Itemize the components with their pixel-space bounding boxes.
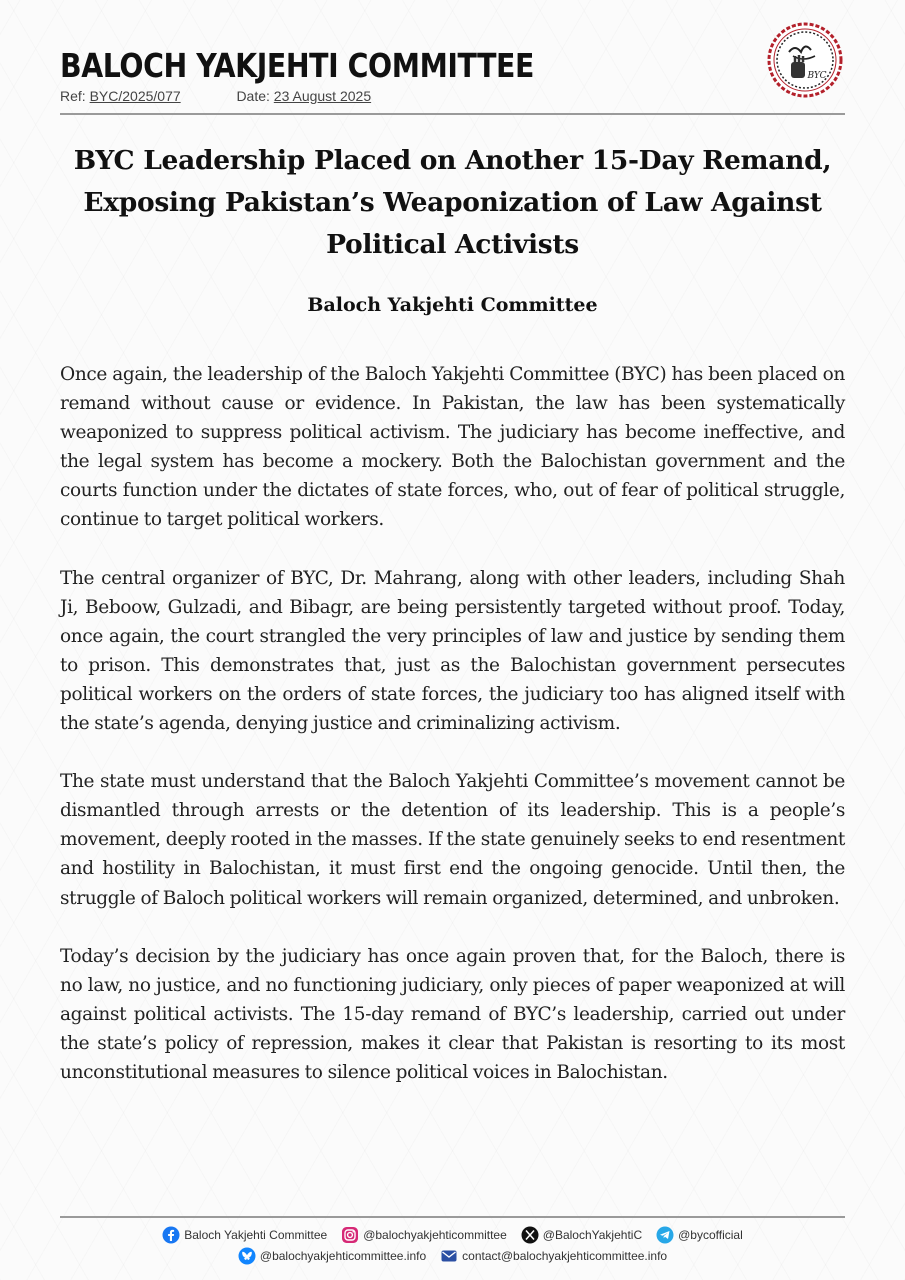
bluesky-icon bbox=[238, 1247, 256, 1265]
footer-social-row-1 bbox=[0, 1226, 905, 1244]
statement-body bbox=[60, 360, 845, 1116]
ref-value: BYC/2025/077 bbox=[89, 88, 181, 104]
title-line-3: Political Activists bbox=[326, 229, 579, 260]
date-value: 23 August 2025 bbox=[273, 88, 372, 104]
email-icon bbox=[440, 1247, 458, 1265]
x-icon bbox=[521, 1226, 539, 1244]
facebook-icon bbox=[162, 1226, 180, 1244]
byc-logo bbox=[767, 22, 843, 98]
header-divider bbox=[60, 113, 845, 115]
title-line-2: Exposing Pakistan’s Weaponization of Law Against bbox=[83, 187, 822, 218]
instagram-icon bbox=[341, 1226, 359, 1244]
facebook-handle: Baloch Yakjehti Committee bbox=[184, 1228, 328, 1242]
email-address: contact@balochyakjehticommittee.info bbox=[462, 1249, 668, 1263]
reference-line bbox=[60, 88, 371, 104]
footer-social-row-2 bbox=[0, 1247, 905, 1265]
footer-instagram[interactable] bbox=[341, 1226, 507, 1244]
letterhead bbox=[60, 44, 845, 116]
byline: Baloch Yakjehti Committee bbox=[307, 294, 598, 316]
paragraph-1: Once again, the leadership of the Baloch Yakjehti Committee (BYC) has been placed on remand without cause or evidence. In Pakistan, the law has been systematically weaponized to suppress political activism. The judiciary has become ineffective, and the legal system has become a mockery. Both the Balochistan government and the courts function under the dictates of state forces, who, out of fear of political struggle, continue to target political workers. bbox=[60, 364, 845, 531]
telegram-handle: @bycofficial bbox=[678, 1228, 743, 1242]
paragraph-2: The central organizer of BYC, Dr. Mahrang, along with other leaders, including Shah Ji, Beboow, Gulzadi, and Bibagr, are being persistently targeted without proof. Today, once again, the court strangled the very principles of law and justice by sending them to prison. This demonstrates that, just as the Balochistan government persecutes political workers on the orders of state forces, the judiciary too has aligned itself with the state’s agenda, denying justice and criminalizing activism. bbox=[60, 567, 845, 735]
footer-facebook[interactable] bbox=[162, 1226, 327, 1244]
footer-x[interactable] bbox=[521, 1226, 642, 1244]
organization-name: BALOCH YAKJEHTI COMMITTEE bbox=[60, 46, 534, 85]
title-line-1: BYC Leadership Placed on Another 15-Day Remand, bbox=[73, 145, 832, 176]
document-title bbox=[40, 140, 865, 266]
footer-telegram[interactable] bbox=[656, 1226, 743, 1244]
date-label: Date: bbox=[236, 88, 270, 104]
bluesky-handle: @balochyakjehticommittee.info bbox=[259, 1249, 427, 1263]
paragraph-4: Today’s decision by the judiciary has once again proven that, for the Baloch, there is no law, no justice, and no functioning judiciary, only pieces of paper weaponized at will against political activists. The 15-day remand of BYC’s leadership, carried out under the state’s policy of repression, makes it clear that Pakistan is resorting to its most unconstitutional measures to silence political voices in Balochistan. bbox=[60, 945, 845, 1083]
paragraph-3: The state must understand that the Baloch Yakjehti Committee’s movement cannot be dismantled through arrests or the detention of its leadership. This is a people’s movement, deeply rooted in the masses. If the state genuinely seeks to end resentment and hostility in Balochistan, it must first end the ongoing genocide. Until then, the struggle of Baloch political workers will remain organized, determined, and unbroken. bbox=[60, 771, 845, 909]
x-handle: @BalochYakjehtiC bbox=[542, 1228, 643, 1242]
footer-divider bbox=[60, 1216, 845, 1218]
footer-bluesky[interactable] bbox=[238, 1247, 426, 1265]
instagram-handle: @balochyakjehticommittee bbox=[363, 1228, 507, 1242]
footer-email[interactable] bbox=[440, 1247, 667, 1265]
telegram-icon bbox=[656, 1226, 674, 1244]
logo-text: BYC bbox=[807, 71, 827, 81]
ref-label: Ref: bbox=[60, 88, 86, 104]
